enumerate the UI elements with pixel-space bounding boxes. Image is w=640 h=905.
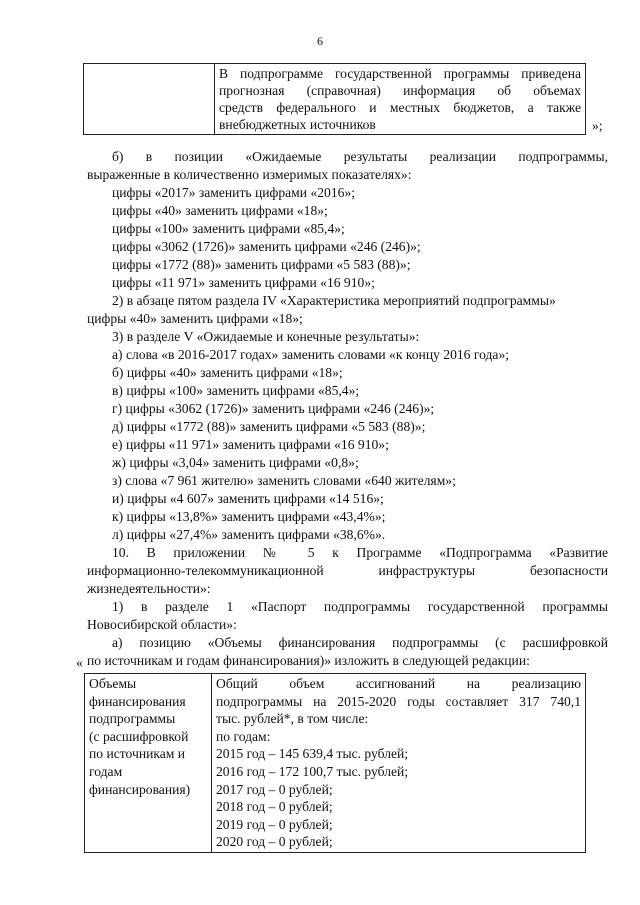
paragraph-line: информационно-телекоммуникационной инфраструктуры безопасности [87, 563, 608, 578]
text-line: 2020 год – 0 рублей; [216, 834, 333, 850]
paragraph-line: к) цифры «13,8%» заменить цифрами «43,4%»; [112, 509, 386, 524]
paragraph-line: в) цифры «100» заменить цифрами «85,4»; [112, 383, 360, 398]
text-line: финансирования [89, 693, 186, 709]
paragraph-line: 10. В приложении № 5 к Программе «Подпрограмма «Развитие [112, 545, 608, 560]
paragraph-line: д) цифры «1772 (88)» заменить цифрами «5 583 (88)»; [112, 419, 426, 434]
table-financing [84, 673, 586, 853]
page-number: 6 [317, 34, 323, 48]
paragraph-line: 3) в разделе V «Ожидаемые и конечные результаты»: [112, 329, 420, 344]
paragraph-line: а) позицию «Объемы финансирования подпрограммы (с расшифровкой [112, 635, 608, 650]
paragraph-line: е) цифры «11 971» заменить цифрами «16 910»; [112, 437, 389, 452]
paragraph-line: цифры «1772 (88)» заменить цифрами «5 583 (88)»; [112, 257, 411, 272]
table-cell-left [85, 674, 212, 853]
text-line: тыс. рублей*, в том числе: [216, 711, 369, 727]
paragraph-line: а) слова «в 2016-2017 годах» заменить словами «к концу 2016 года»; [112, 347, 510, 362]
table-row [84, 64, 586, 135]
paragraph-line: жизнедеятельности»: [87, 581, 211, 596]
text-line: 2015 год – 145 639,4 тыс. рублей; [216, 746, 409, 762]
paragraph-line: л) цифры «27,4%» заменить цифрами «38,6%». [112, 527, 386, 542]
paragraph-line: и) цифры «4 607» заменить цифрами «14 516»; [112, 491, 384, 506]
paragraph-line: б) в позиции «Ожидаемые результаты реализации подпрограммы, [112, 149, 608, 164]
table-cell-left [84, 64, 215, 135]
paragraph-line: г) цифры «3062 (1726)» заменить цифрами «246 (246)»; [112, 401, 435, 416]
table-cell-right [212, 674, 586, 853]
paragraph-line: цифры «40» заменить цифрами «18»; [87, 311, 303, 326]
text-line: внебюджетных источников [219, 117, 376, 132]
paragraph-line: цифры «3062 (1726)» заменить цифрами «246 (246)»; [112, 239, 421, 254]
text-line: годам [89, 763, 123, 779]
paragraph-line: 2) в абзаце пятом раздела IV «Характеристика мероприятий подпрограммы» [112, 293, 556, 308]
paragraph-line: цифры «40» заменить цифрами «18»; [112, 203, 328, 218]
opening-quote: « [76, 655, 83, 670]
text-line: 2017 год – 0 рублей; [216, 781, 333, 797]
paragraph-line: цифры «2017» заменить цифрами «2016»; [112, 185, 356, 200]
table-row [85, 674, 586, 853]
text-line: по годам: [216, 728, 271, 744]
closing-quote: »; [592, 118, 603, 133]
text-line: по источникам и [89, 746, 186, 762]
paragraph-line: 1) в разделе 1 «Паспорт подпрограммы государственной программы [112, 599, 608, 614]
paragraph-line: цифры «11 971» заменить цифрами «16 910»; [112, 275, 375, 290]
paragraph-line: б) цифры «40» заменить цифрами «18»; [112, 365, 343, 380]
text-line: подпрограммы на 2015-2020 годы составляет 317 740,1 [216, 693, 581, 709]
text-line: подпрограммы [89, 711, 176, 727]
paragraph-line: ж) цифры «3,04» заменить цифрами «0,8»; [112, 455, 359, 470]
text-line: (с расшифровкой [89, 728, 189, 744]
text-line: 2019 год – 0 рублей; [216, 816, 333, 832]
paragraph-line: выраженные в количественно измеримых показателях»: [87, 167, 412, 182]
text-line: Объемы [89, 676, 137, 691]
paragraph-line: Новосибирской области»: [87, 617, 237, 632]
text-line: средств федерального и местных бюджетов, а также [219, 100, 581, 115]
paragraph-line: цифры «100» заменить цифрами «85,4»; [112, 221, 345, 236]
text-line: В подпрограмме государственной программы приведена [219, 66, 581, 81]
table-description [83, 63, 586, 135]
text-line: финансирования) [89, 781, 191, 797]
text-line: 2018 год – 0 рублей; [216, 799, 333, 815]
paragraph-line: по источникам и годам финансирования)» изложить в следующей редакции: [87, 653, 530, 668]
text-line: прогнозная (справочная) информация об объемах [219, 83, 581, 98]
text-line: Общий объем ассигнований на реализацию [216, 676, 581, 691]
table-cell-right [215, 64, 586, 135]
paragraph-line: з) слова «7 961 жителю» заменить словами «640 жителям»; [112, 473, 456, 488]
text-line: 2016 год – 172 100,7 тыс. рублей; [216, 763, 409, 779]
